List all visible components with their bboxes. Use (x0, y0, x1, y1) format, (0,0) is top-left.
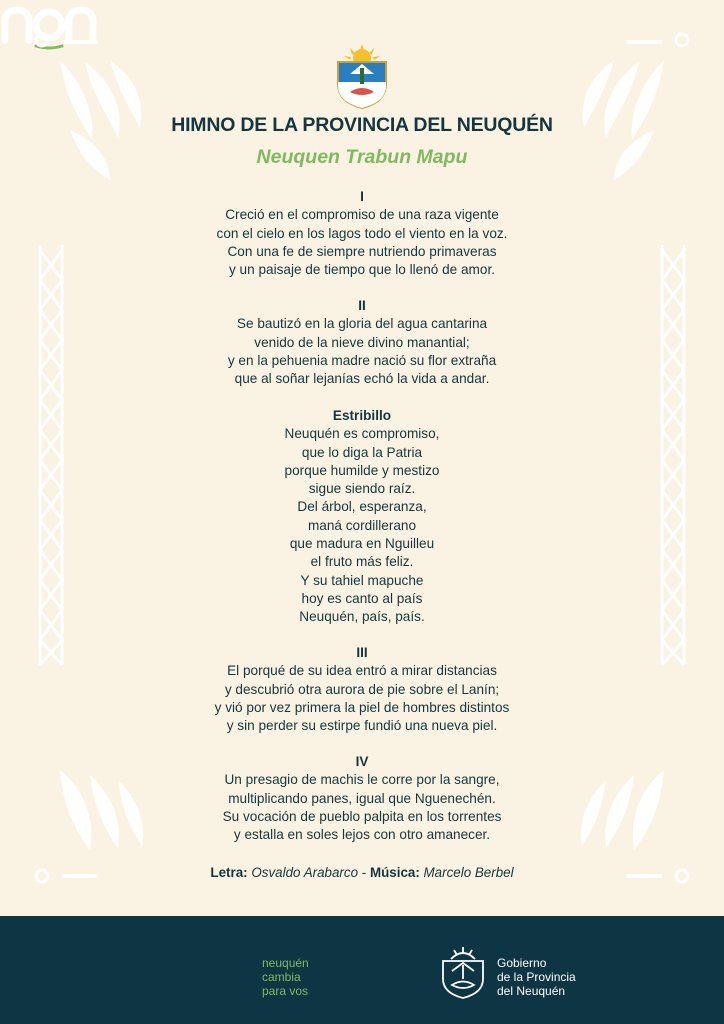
lyrics-author: Osvaldo Arabarco (251, 865, 359, 880)
verse-line: hoy es canto al país (301, 590, 423, 606)
ring-ornament (676, 34, 688, 46)
verse-line: Un presagio de machis le corre por la sangre, (224, 772, 500, 788)
tagline-line: para vos (262, 984, 309, 998)
government-crest-icon (438, 945, 488, 1000)
verse-line: con el cielo en los lagos todo el viento en la voz. (216, 225, 508, 241)
government-name (497, 956, 576, 998)
verse-line: Y su tahiel mapuche (300, 572, 424, 588)
verse-line: porque humilde y mestizo (284, 462, 440, 478)
tagline-line: neuquén (262, 956, 309, 970)
verse-line: Su vocación de pueblo palpita en los torrentes (222, 808, 502, 824)
verse-line: que al soñar lejanías echó la vida a andar. (234, 371, 490, 387)
verse-line: que lo diga la Patria (301, 444, 423, 460)
stanza-heading: IV (355, 754, 369, 769)
stanza-3 (0, 644, 724, 735)
verse-line: y estalla en soles lejos con otro amanecer. (233, 827, 491, 843)
stanza-heading: I (360, 189, 364, 204)
provincial-crest-icon (332, 44, 392, 110)
verse-line: Del árbol, esperanza, (297, 499, 427, 515)
stanza-heading: III (356, 645, 368, 660)
chorus-heading: Estribillo (332, 408, 392, 423)
verse-line: y en la pehuenia madre nació su flor extraña (227, 352, 497, 368)
verse-line: maná cordillerano (307, 517, 417, 533)
verse-line: venido de la nieve divino manantial; (254, 334, 470, 350)
stanza-2 (0, 297, 724, 388)
verse-line: el fruto más feliz. (310, 554, 414, 570)
footer-bar (0, 916, 724, 1024)
verse-line: y vió por vez primera la piel de hombres distintos (214, 699, 510, 715)
verse-line: El porqué de su idea entró a mirar distancias (227, 663, 497, 679)
verse-line: y un paisaje de tiempo que lo llenó de amor. (228, 262, 495, 278)
page-subtitle: Neuquen Trabun Mapu (256, 146, 468, 168)
music-label: Música: (369, 865, 420, 880)
verse-line: y descubrió otra aurora de pie sobre el Lanín; (224, 681, 500, 697)
credits-line (0, 865, 724, 880)
verse-line: Se bautizó en la gloria del agua cantarina (236, 316, 488, 332)
verse-line: Creció en el compromiso de una raza vigente (225, 207, 499, 223)
verse-line: sigue siendo raíz. (308, 481, 416, 497)
verse-line: Neuquén es compromiso, (284, 426, 440, 442)
brand-tagline (262, 956, 309, 998)
credits-separator: - (358, 865, 370, 880)
verse-line: Con una fe de siempre nutriendo primaveras (227, 243, 497, 259)
chorus (0, 407, 724, 627)
verse-line: que madura en Nguilleu (289, 536, 435, 552)
stanza-heading: II (358, 298, 366, 313)
government-line: Gobierno (497, 956, 547, 970)
non-brand-logo-icon (0, 0, 98, 50)
lyrics-label: Letra: (210, 865, 248, 880)
verse-line: Neuquén, país, país. (299, 609, 425, 625)
government-line: del Neuquén (497, 984, 566, 998)
music-author: Marcelo Berbel (423, 865, 514, 880)
verse-line: multiplicando panes, igual que Nguenechén. (228, 790, 496, 806)
government-line: de la Provincia (497, 970, 576, 984)
verse-line: y sin perder su estirpe fundió una nueva piel. (226, 718, 498, 734)
stanza-1 (0, 188, 724, 279)
page-title: HIMNO DE LA PROVINCIA DEL NEUQUÉN (171, 114, 553, 136)
tagline-line: cambia (262, 970, 301, 984)
stanza-4 (0, 753, 724, 844)
